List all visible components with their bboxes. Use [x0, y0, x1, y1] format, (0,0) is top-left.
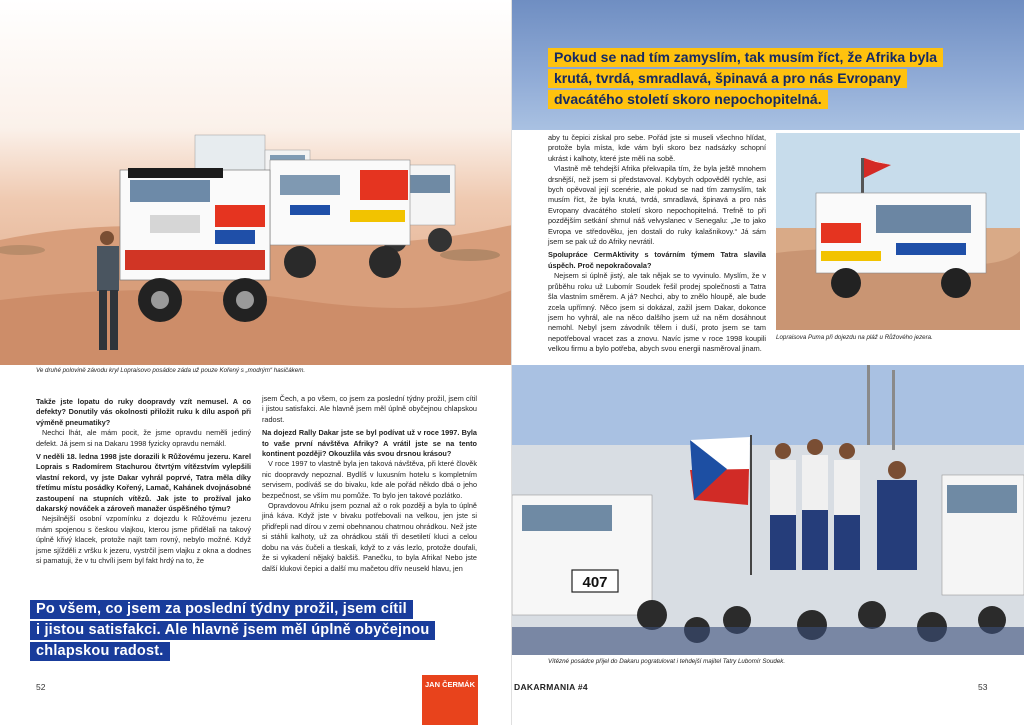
- headline-line: krutá, tvrdá, smradlavá, špinavá a pro nás Evropany: [548, 69, 907, 88]
- interview-question: Na dojezd Rally Dakar jste se byl podívat už v roce 1997. Byla to vaše první návštěva Afriky? A vrátil jste se na tento kontinent později? Okouzlila vás svou drsnou krásou?: [262, 428, 477, 459]
- right-text-column: [548, 133, 766, 355]
- magazine-name: DAKARMANIA #4: [514, 682, 588, 692]
- interview-answer: Vlastně mě tehdejší Afrika překvapila tím, že byla ještě mnohem drsnější, než jsem si představoval. Kdybych odpověděl rychle, asi bych opěvoval její scenérie, ale pokud se nad tím zamyslím, tak musím říct, že byla krutá, tvrdá, smradlavá, špinavá a pro nás Evropany dvacátého století skoro nepochopitelná. Trefně to při pozdějším setkání shrnul náš velvyslanec v Senegalu: „Je to jako Evropa ve středověku, jen dostali do ruky kalašnikovy.“ Já sám jsem se pak už do Afriky nevrátil.: [548, 164, 766, 247]
- headline-line: Pokud se nad tím zamyslím, tak musím říct, že Afrika byla: [548, 48, 943, 67]
- podium-photo-caption: Vítězné posádce přijel do Dakaru pogratulovat i tehdejší majitel Tatry Lubomír Soudek.: [548, 658, 786, 665]
- pull-quote: [30, 600, 470, 663]
- trucks-desert-illustration: [0, 0, 512, 365]
- headline-quote: [548, 48, 1008, 111]
- trucks-desert-photo: [0, 0, 512, 365]
- interview-question: Spolupráce CermAktivity s továrním týmem Tatra slavila úspěch. Proč nepokračovala?: [548, 250, 766, 270]
- right-page: [512, 0, 1024, 725]
- headline-line: dvacátého století skoro nepochopitelná.: [548, 90, 828, 109]
- interview-question: Takže jste lopatu do ruky doopravdy vzít nemusel. A co defekty? Donutily vás okolnosti přiložit ruku k dílu aspoň při výměně pneumatiky?: [36, 397, 251, 427]
- svg-text:407: 407: [582, 574, 608, 591]
- page-number-right: 53: [978, 682, 988, 692]
- author-tab: JAN ČERMÁK: [422, 675, 478, 725]
- interview-answer: Nejsem si úplně jistý, ale tak nějak se to vyvinulo. Myslím, že v průběhu roku už Lubomír Soudek řešil prodej společnosti a Tatra šla vlastním směrem. A já? Nechci, aby to znělo hloupě, ale bude zcela upřímný. Něco jsem si dokázal, zažil jsem Dakar, dokonce jsem ho vyhrál, ale na něco dalšího jsem už na něm dosáhnout nemohl. Nebyl jsem závodník tělem i duší, proto jsem se tam nepotřeboval vracet zas a znovu. Navíc jsme v roce 1998 koupili velkou firmu a bylo potřeba, abych svou energii nasměroval jinam.: [548, 271, 766, 354]
- interview-answer: aby tu čepici získal pro sebe. Pořád jste si museli všechno hlídat, protože byla místa, kde vám byli skoro bez nadsázky schopní ukrást i kalhoty, které jste měli na sobě.: [548, 133, 766, 163]
- interview-answer: V roce 1997 to vlastně byla jen taková návštěva, při které člověk nic doopravdy nepoznal. Bydlíš v luxusním hotelu s kompletním servisem, podíváš se do bivaku, kde ale pořád někdo dbá o jeho bezpečnost, se vším mu pomůže. To bylo jen takové pozlátko.: [262, 459, 477, 500]
- left-photo-caption: Ve druhé polovině závodu kryl Loprais​ovo posádce záda už pouze Kořený s „modrým“ hasičákem.: [36, 367, 306, 374]
- interview-answer: Opravdovou Afriku jsem poznal až o rok později a byla to úplně jiná káva. Když jste v bivaku potřebovali na velkou, jen jste si přidřepli nad dírou v zemi obehnanou chatrnou ohrádkou. Než jste si stáhli kalhoty, už za ohrádkou stáli tři desetiletí kluci a celou dobu na vás čučeli a tleskali, když to z vás lezlo, protože doufali, že si vykadení nějaký bakšiš. Panečku, to byla Afrika! Nebo jste další klukovi čepici a další mu mačetou dřív neusekl hlavu, jen: [262, 501, 477, 573]
- left-column-1: [36, 394, 251, 567]
- puma-truck-illustration: [776, 133, 1020, 330]
- left-column-2: [262, 394, 477, 574]
- interview-question: V neděli 18. ledna 1998 jste dorazili k Růžovému jezeru. Karel Loprais s Radomírem Stachurou čtvrtým vítězstvím vylepšili vlastní rekord, vy jste Dakar vyhrál poprvé, Tatra měla díky třetímu místu posádky Kořený, Lamač, Kahánek dvojnásobné zastoupení na stupních vítězů. Jak jste to prožíval jako dakarský nováček a zároveň manažer úspěšného týmu?: [36, 452, 251, 514]
- interview-answer: jsem Čech, a po všem, co jsem za poslední týdny prožil, jsem cítil i jistou satisfakci. Ale hlavně jsem měl úplně obyčejnou chlapskou radost.: [262, 394, 477, 424]
- podium-illustration: [512, 365, 1024, 655]
- puma-photo-caption: Loprais​ova Puma při dojezdu na pláž u Růžového jezera.: [776, 334, 933, 341]
- pull-quote-line: Po všem, co jsem za poslední týdny prožil, jsem cítil: [30, 600, 413, 619]
- pull-quote-line: i jistou satisfakci. Ale hlavně jsem měl úplně obyčejnou: [30, 621, 435, 640]
- interview-answer: Nejsilnější osobní vzpomínku z dojezdu k Růžovému jezeru mám spojenou s českou vlajkou, kterou jsme přidělali na takový úplně křivý klacek, protože najít tam rovný, nebylo možné. Když jsme sjížděli z vršku k jezeru, vystrčil jsem vlajku z okna a dodnes si pamatuji, že v tu chvíli jsem byl fakt hrdý na to, že: [36, 514, 251, 566]
- pull-quote-line: chlapskou radost.: [30, 642, 170, 661]
- page-number-left: 52: [36, 682, 46, 692]
- puma-truck-photo: [776, 133, 1020, 330]
- podium-celebration-photo: [512, 365, 1024, 655]
- interview-answer: Nechci lhát, ale mám pocit, že jsme opravdu neměli jediný defekt. Já jsem si na Dakaru 1998 fyzicky opravdu nemákl.: [36, 428, 251, 448]
